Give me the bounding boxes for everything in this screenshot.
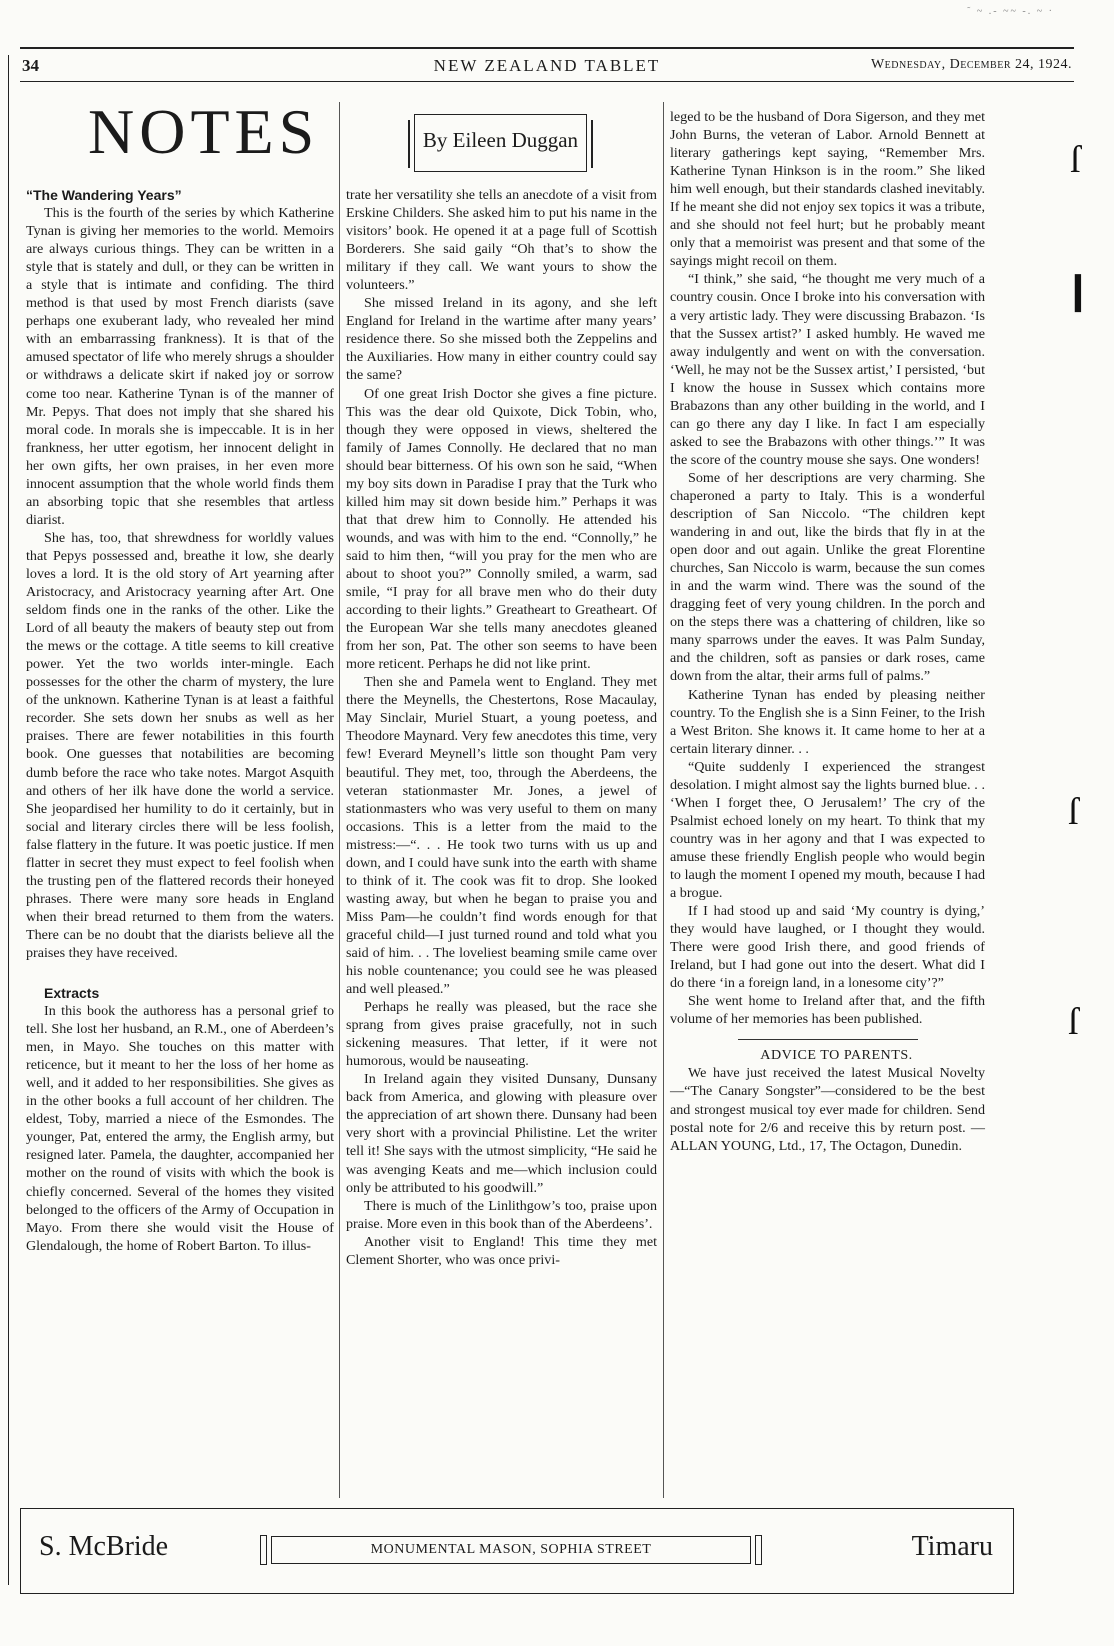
paragraph: There is much of the Linlithgow’s too, praise upon praise. More even in this book than of the Aberdeens’. xyxy=(346,1197,657,1232)
margin-mark: ſ xyxy=(1070,139,1081,181)
section-title: NOTES xyxy=(88,96,320,167)
margin-mark: ſ xyxy=(1068,1001,1079,1043)
advertisement-footer xyxy=(20,1508,1014,1594)
page-number: 34 xyxy=(22,56,39,75)
byline: By Eileen Duggan xyxy=(422,128,579,152)
advert-heading: ADVICE TO PARENTS. xyxy=(760,1047,913,1064)
paragraph: leged to be the husband of Dora Sigerson, and they met John Burns, the veteran of Labor. Arnold Bennett at literary gatherings kept saying, “Remember Mrs. Katherine Tynan Hinkson is in the room.” She liked him well enough, but their standards clashed inevitably. If he meant she did not enjoy sex topics it was a tribute, and she should not feel hurt; but he probably meant only that a memoirist was present and that some of the sayings might recoil on them. xyxy=(670,109,985,270)
advert-divider xyxy=(738,1039,918,1040)
margin-mark: ſ xyxy=(1068,791,1079,833)
page-header xyxy=(22,56,1072,78)
paragraph: Of one great Irish Doctor she gives a fine picture. This was the dear old Quixote, Dick Tobin, who, though they were opposed in views, sheltered the family of James Connolly. He declared that no man should bear bitterness. Of his own son he said, “When my boy sits down in Paradise I pray that the Turk who killed him may sit down beside him.” Perhaps it was that that drew him to Connolly. He attended his wounds, and was with him to the end. “Connolly,” he said to him then, “will you pray for the men who are about to shoot you?” Connolly smiled, a warm, sad smile, “I pray for all brave men who do their duty according to their lights.” Greatheart to Greatheart. Of the European War she tells many anecdotes gleaned from her son, Pat. The other son seems to have been more reticent. Perhaps he did not like print. xyxy=(346,385,657,673)
header-rule-bottom xyxy=(20,81,1074,82)
issue-date: Wednesday, December 24, 1924. xyxy=(870,57,1072,72)
article-column-1 xyxy=(26,186,334,1255)
masthead: NEW ZEALAND TABLET xyxy=(433,56,661,75)
paragraph: She missed Ireland in its agony, and she left England for Ireland in the wartime after many years’ residence there. So she missed both the Zeppelins and the Auxiliaries. How many in either country could say the same? xyxy=(346,295,657,384)
paragraph: In Ireland again they visited Dunsany, Dunsany back from America, and glowing with pleasure over the appreciation of art shown there. Dunsany had been very short with a provincial Philistine. Let the writer tell it! She says with the utmost simplicity, “He said he was avenging Keats and me—which inclusion could only be attributed to his goodwill.” xyxy=(346,1071,657,1196)
column-divider xyxy=(663,102,664,1498)
footer-tagline: MONUMENTAL MASON, SOPHIA STREET xyxy=(370,1542,652,1557)
column-divider xyxy=(339,102,340,1498)
paragraph: trate her versatility she tells an anecdote of a visit from Erskine Childers. She asked him to put his name in the visitors’ book. He opened it at a page full of Scottish Borderers. She said gaily “Oh that’s to show the military if they call. We want yours to show the volunteers.” xyxy=(346,187,657,294)
paragraph: Some of her descriptions are very charming. She chaperoned a party to Italy. This is a wonderful description of San Niccolo. “The children kept wandering in and out, like the birds that fly in at the open door and out again. Unlike the great Florentine churches, San Niccolo is warm, because the sun comes in and the warm wind. There was the sound of the dragging feet of very young children. In the porch and on the steps there was a chattering of children, like so many sparrows under the eaves. It was Palm Sunday, and the children, soft as pansies or dark roses, came down from the altar, their arms full of palms.” xyxy=(670,469,985,685)
subheading-wandering-years: “The Wandering Years” xyxy=(26,187,182,203)
paragraph: Then she and Pamela went to England. They met there the Meynells, the Chestertons, Rose Macaulay, May Sinclair, Muriel Stuart, a young poetess, and Theodore Maynard. Very few anecdotes this time, very few! Everard Meynell’s little son thought Pam very beautiful. They met, too, through the Aberdeens, the veteran stationmaster Mr. Jones, a jewel of stationmasters who was very useful to them on many occasions. This is a letter from the maid to the mistress:—“. . . He took two turns with us up and down, and I could have sunk into the earth with shame to think of it. The cook was fit to drop. She looked wasting away, but when he began to praise you and Miss Pam—he couldn’t find words enough for that graceful child—I just turned round and told what you said of him. . . The loveliest beaming smile came over his noble countenance; you could see he was pleased and well pleased.” xyxy=(346,674,657,998)
paragraph: “I think,” she said, “he thought me very much of a country cousin. Once I broke into his conversation with a very artistic lady. They were discussing Brabazon. ‘Is that the Sussex artist?’ I asked humbly. He waved me away indulgently and went on with the conversation. ‘Well, he may not be the Sussex artist,’ I persisted, ‘but I know the house in Sussex which contains more Brabazons than any other building in the world, and I can go there any day I like. In fact I am especially asked to see the Brabazons with other things.’” It was the score of the country mouse she says. One wonders! xyxy=(670,271,985,468)
page-edge-line xyxy=(8,55,9,1585)
scan-smudge: ˜ ~ .- ~~ -. ~ · xyxy=(967,6,1054,17)
paragraph: If I had stood up and said ‘My country is dying,’ they would have laughed, or I thought they would. There were good Irish there, and good friends of Ireland, but I had gone out into the desert. What did I do there ‘in a foreign land, in a lonesome city’?” xyxy=(670,903,985,992)
article-column-3 xyxy=(670,108,985,1155)
paragraph: “Quite suddenly I experienced the strangest desolation. I might almost say the lights burned blue. . . ‘When I forget thee, O Jerusalem!’ The cry of the Psalmist echoed lonely on my heart. To think that my country was in her agony and that I was expected to amuse these friendly English people who would begin to laugh the moment I opened my mouth, because I had a brogue. xyxy=(670,758,985,902)
paragraph: She has, too, that shrewdness for worldly values that Pepys possessed and, breathe it low, she dearly loves a lord. It is the old story of Art yearning after Aristocracy, and Aristocracy yearning after Art. One seldom finds one in the ranks of the other. Like the Lord of all beauty the makers of beauty step out from the mews or the cottage. A title seems to kill creative power. Yet the two worlds inter-mingle. Each possesses for the other the charm of mystery, the lure of the unknown. Katherine Tynan is at least a faithful recorder. She sets down her snubs as well as her praises. There are fewer notabilities in this fourth book. One guesses that notabilities are becoming dumb before the race who take notes. Margot Asquith and others of her ilk have done the world a service. She jeopardised her humility to do it certainly, but in social and literary circles there will be less foolish, false flattery in the future. It was poetic justice. If men flatter in secret they must expect to feel foolish when the trusting pen of the flattered records their honeyed phrases. There were many sore heads in England when their bread returned to them from the waters. There can be no doubt that the diarists believe all the praises they have received. xyxy=(26,529,334,961)
footer-town: Timaru xyxy=(911,1531,993,1562)
footer-middle-box xyxy=(271,1536,751,1564)
paragraph: This is the fourth of the series by which Katherine Tynan is giving her memories to the world. Memoirs are always curious things. They can be written in a style that is stately and dull, or they can be written in a style that is intimate and confiding. The third method is that used by most French diarists (save perhaps one exuberant lady, who revealed her mind with an embarrassing frankness). It is that of the amused spectator of life who merely shrugs a shoulder or withdraws a delicate skirt if naked joy or sorrow come too near. Katherine Tynan is of the manner of Mr. Pepys. That does not imply that she shared his moral code. In morals she is impeccable. It is in her frankness, her utter egotism, her innocent delight in her own gifts, her own praises, in her even more innocent assumption that the whole world finds them an absorbing topic that she resembles that artless diarist. xyxy=(26,205,334,528)
advert-text: We have just received the latest Musical Novelty—“The Canary Songster”—considered to be the best and strongest musical toy ever made for children. Send postal note for 2/6 and receive this by return post. —ALLAN YOUNG, Ltd., 17, The Octagon, Dunedin. xyxy=(670,1065,985,1154)
footer-advertiser-name: S. McBride xyxy=(39,1531,169,1562)
margin-mark: ❙ xyxy=(1062,270,1094,312)
article-column-2 xyxy=(346,186,657,1269)
paragraph: Another visit to England! This time they met Clement Shorter, who was once privi- xyxy=(346,1233,657,1268)
subheading-extracts: Extracts xyxy=(44,985,100,1002)
paragraph: Katherine Tynan has ended by pleasing neither country. To the English she is a Sinn Feiner, to the Irish a West Briton. She knows it. It came home to her at a certain literary dinner. . . xyxy=(670,686,985,757)
header-rule-top xyxy=(20,47,1074,49)
paragraph: Perhaps he really was pleased, but the race she sprang from gives praise gracefully, not in such sickening measures. That letter, if it were not humorous, would be nauseating. xyxy=(346,999,657,1070)
paragraph: She went home to Ireland after that, and the fifth volume of her memories has been published. xyxy=(670,993,985,1028)
paragraph: In this book the authoress has a personal grief to tell. She lost her husband, an R.M., one of Aberdeen’s men, in Mayo. She touches on this matter with reticence, but it meant to her the loss of her home as well, and it added to her responsibilities. She gives as in the other books a full account of her children. The eldest, Toby, married a niece of the Esmondes. The younger, Pat, entered the army, the English army, but resigned later. Pamela, the daughter, accompanied her mother on the round of visits with which the book is chiefly concerned. Several of the homes they visited belonged to the officers of the Army of Occupation in Mayo. From there she would visit the House of Glendalough, the home of Robert Barton. To illus- xyxy=(26,1003,334,1254)
byline-box xyxy=(414,114,587,172)
